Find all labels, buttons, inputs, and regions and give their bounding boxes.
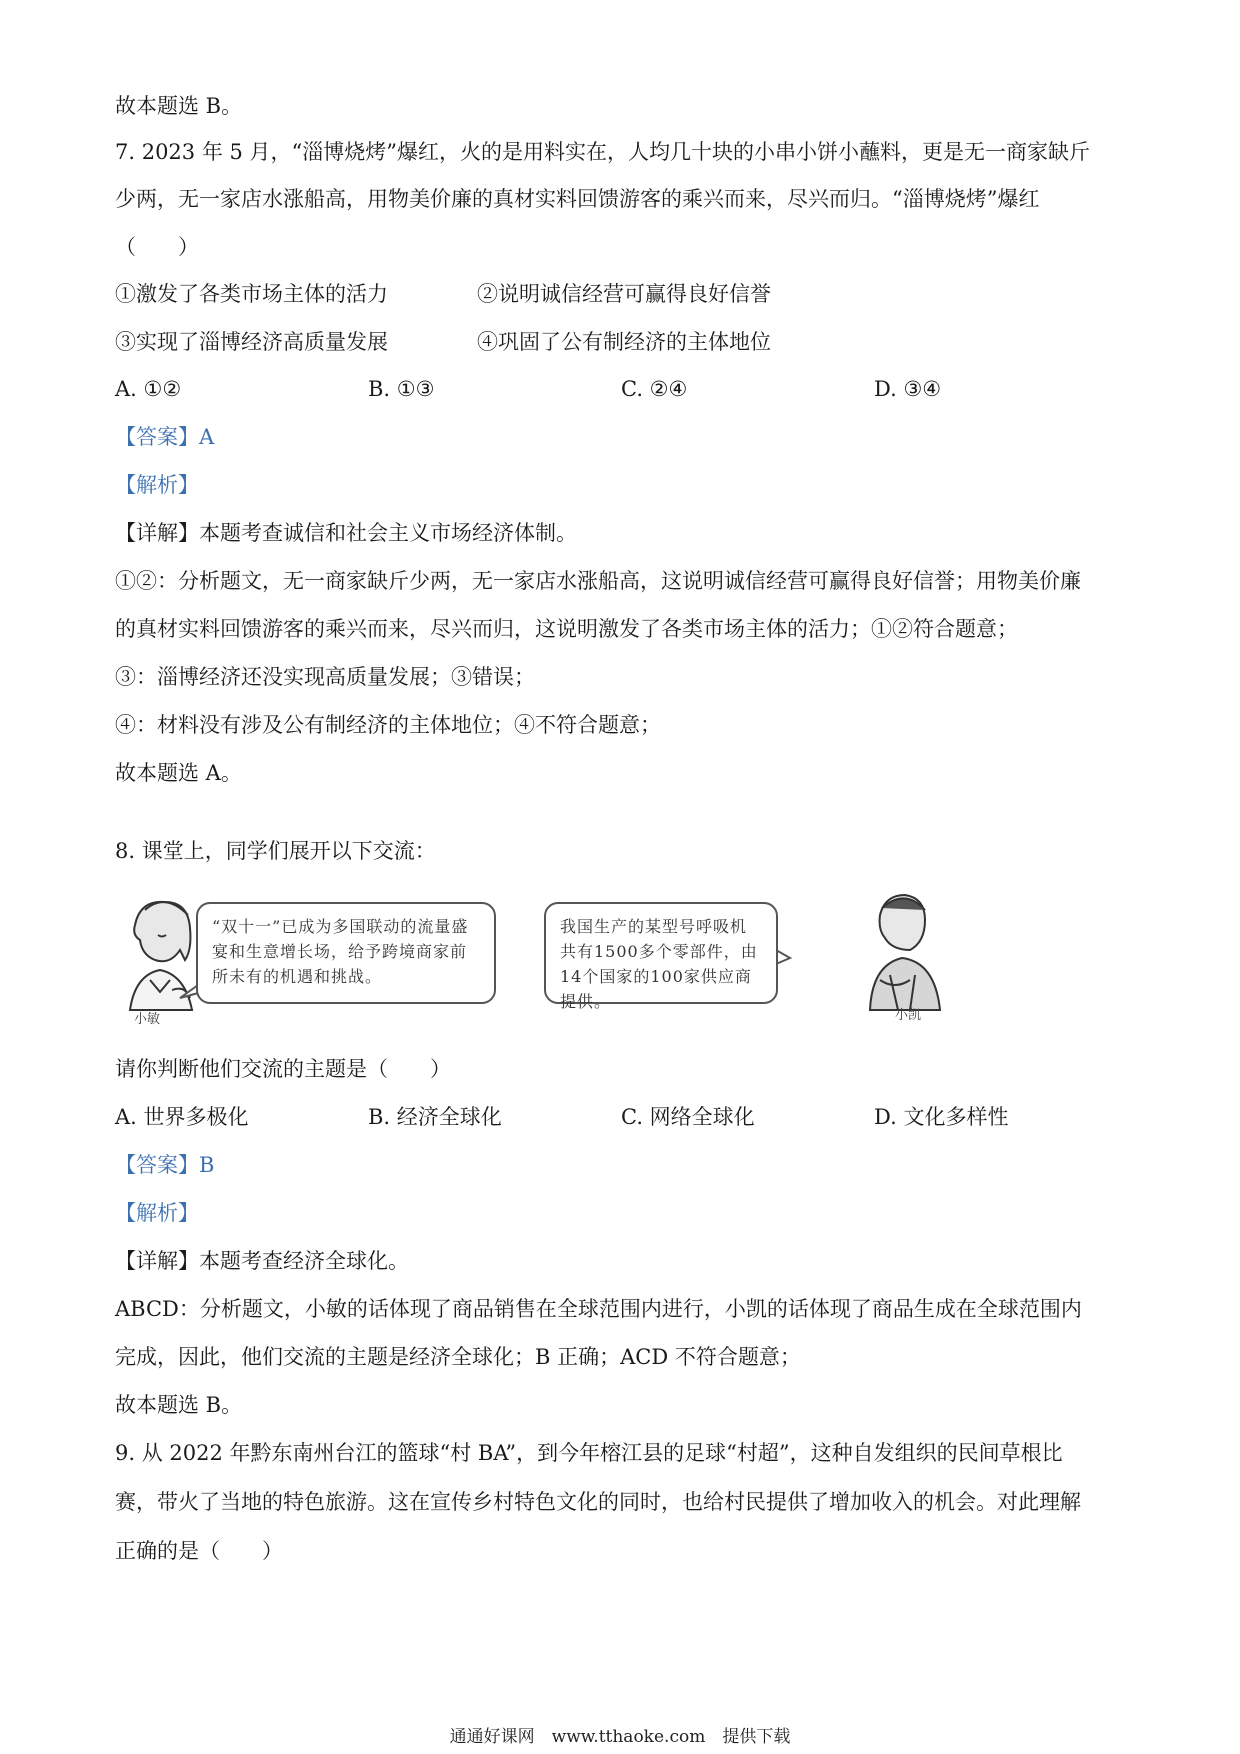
explanation-line: ③：淄博经济还没实现高质量发展；③错误； — [115, 665, 535, 689]
conclusion-line: 故本题选 B。 — [115, 1393, 243, 1417]
answer-label: 【答案】A — [115, 425, 215, 449]
explanation-line: ABCD：分析题文，小敏的话体现了商品销售在全球范围内进行，小凯的话体现了商品生成在全球范围内 — [115, 1297, 1082, 1321]
option-d: D. 文化多样性 — [874, 1105, 1009, 1129]
answer-label: 【答案】B — [115, 1153, 215, 1177]
option-c: C. 网络全球化 — [621, 1105, 755, 1129]
right-bubble-tail — [776, 950, 790, 964]
option-b: B. 经济全球化 — [368, 1105, 502, 1129]
explanation-line: 的真材实料回馈游客的乘兴而来，尽兴而归，这说明激发了各类市场主体的活力；①②符合题意； — [115, 617, 1018, 641]
option-a: A. ①② — [115, 377, 182, 401]
question-7-text-line-2: 少两，无一家店水涨船高，用物美价廉的真材实料回馈游客的乘兴而来，尽兴而归。“淄博烧烤”爆红 — [115, 187, 1040, 211]
statement-1: ①激发了各类市场主体的活力 — [115, 282, 388, 306]
conclusion-line: 故本题选 A。 — [115, 761, 242, 785]
option-d: D. ③④ — [874, 377, 942, 401]
question-7-blank: （ ） — [115, 235, 199, 259]
xiaokai-speech-bubble: 我国生产的某型号呼吸机共有1500多个零部件，由14个国家的100家供应商提供。 — [544, 902, 778, 1004]
xiaomin-speech-bubble: “双十一”已成为多国联动的流量盛宴和生意增长场，给予跨境商家前所未有的机遇和挑战。 — [196, 902, 496, 1004]
analysis-label: 【解析】 — [115, 473, 199, 497]
statement-4: ④巩固了公有制经济的主体地位 — [477, 330, 771, 354]
xiaomin-figure — [130, 902, 192, 1010]
xiaomin-name: 小敏 — [134, 1012, 161, 1027]
detail-label: 【详解】本题考查经济全球化。 — [115, 1249, 409, 1273]
option-b: B. ①③ — [368, 377, 435, 401]
question-8-text: 8. 课堂上，同学们展开以下交流： — [115, 839, 436, 863]
detail-label: 【详解】本题考查诚信和社会主义市场经济体制。 — [115, 521, 577, 545]
question-8-prompt: 请你判断他们交流的主题是（ ） — [115, 1057, 451, 1081]
option-c: C. ②④ — [621, 377, 688, 401]
question-9-text-line-1: 9. 从 2022 年黔东南州台江的篮球“村 BA”，到今年榕江县的足球“村超”，这种自发组织的民间草根比 — [115, 1441, 1063, 1465]
conclusion-line: 故本题选 B。 — [115, 94, 243, 118]
question-9-text-line-2: 赛，带火了当地的特色旅游。这在宣传乡村特色文化的同时，也给村民提供了增加收入的机会。对此理解 — [115, 1490, 1081, 1514]
statement-3: ③实现了淄博经济高质量发展 — [115, 330, 388, 354]
option-a: A. 世界多极化 — [115, 1105, 249, 1129]
page-footer: 通通好课网 www.tthaoke.com 提供下载 — [449, 1727, 791, 1747]
xiaokai-figure — [870, 895, 940, 1010]
explanation-line: ①②：分析题文，无一商家缺斤少两，无一家店水涨船高，这说明诚信经营可赢得良好信誉；用物美价廉 — [115, 569, 1081, 593]
question-7-text-line-1: 7. 2023 年 5 月，“淄博烧烤”爆红，火的是用料实在，人均几十块的小串小饼小蘸料，更是无一商家缺斤 — [115, 140, 1091, 164]
analysis-label: 【解析】 — [115, 1201, 199, 1225]
statement-2: ②说明诚信经营可赢得良好信誉 — [477, 282, 771, 306]
explanation-line: ④：材料没有涉及公有制经济的主体地位；④不符合题意； — [115, 713, 661, 737]
question-9-text-line-3: 正确的是（ ） — [115, 1539, 283, 1563]
explanation-line: 完成，因此，他们交流的主题是经济全球化；B 正确；ACD 不符合题意； — [115, 1345, 801, 1369]
xiaokai-name: 小凯 — [895, 1008, 922, 1023]
dialogue-cartoon — [110, 880, 960, 1030]
